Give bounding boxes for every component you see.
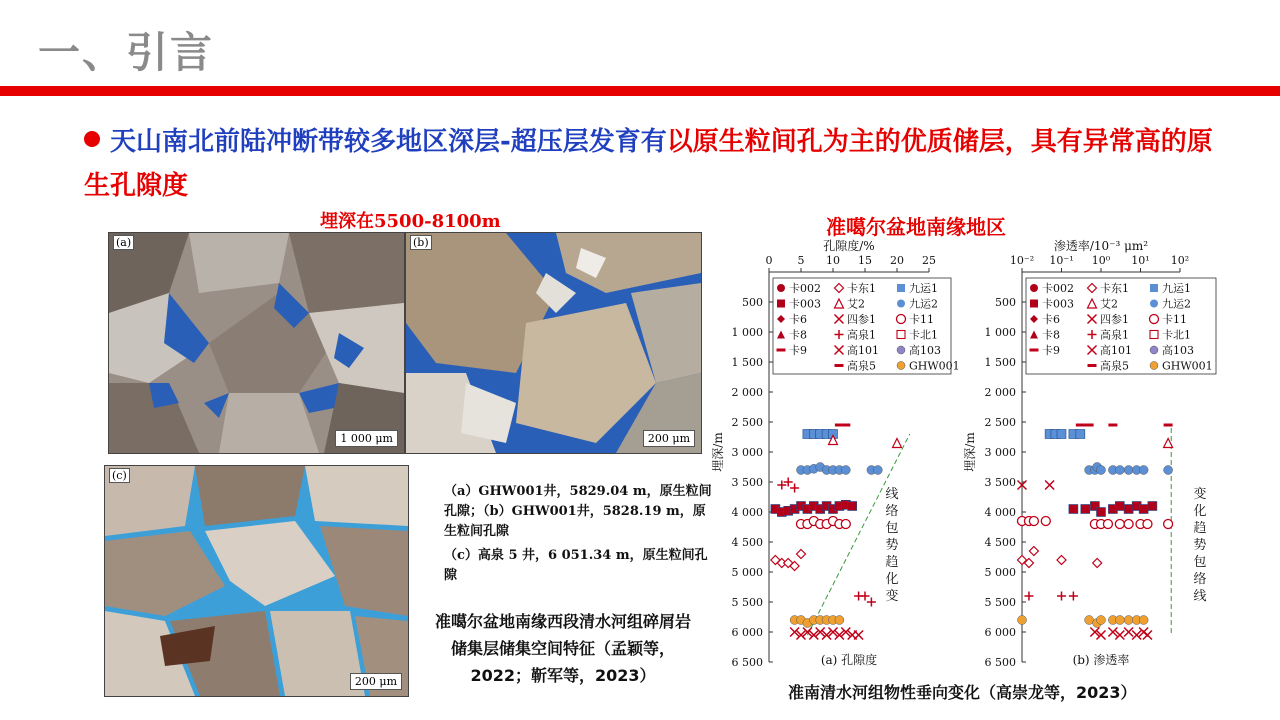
data-point [861,592,870,601]
trend-label-char: 势 [885,538,899,553]
chart-panel-title: (a) 孔隙度 [820,653,878,667]
legend-marker [1150,284,1158,292]
legend-marker [777,284,785,292]
data-point [1164,424,1173,427]
y-tick-label: 2 000 [984,386,1016,399]
series-卡003 [771,500,857,516]
y-tick-label: 4 000 [984,506,1016,519]
legend-label: 九运1 [1162,282,1191,295]
series-GHW001 [1018,616,1149,628]
data-point [1124,505,1133,514]
legend-label: 高101 [847,344,879,357]
y-tick-label: 1 500 [731,356,763,369]
legend-label: 卡8 [1042,328,1060,342]
photo-a-image [109,233,404,453]
trend-label-char: 包 [1193,555,1207,570]
y-axis-label: 埋深/m [711,432,725,472]
photo-caption-ab: （a）GHW001井，5829.04 m，原生粒间孔隙；（b）GHW001井，5828.19 m，原生粒间孔隙 [444,484,712,539]
data-point [1069,505,1078,514]
x-tick-label: 5 [797,254,805,267]
series-卡9 [1076,424,1173,427]
y-tick-label: 6 000 [984,626,1016,639]
photo-a-label: (a) [113,235,134,250]
title-divider [0,86,1280,96]
thin-section-photo-b [405,232,702,454]
legend-label: 高101 [1100,344,1132,357]
legend-label: 九运1 [909,282,938,295]
legend-marker [1150,331,1158,339]
legend-label: 卡8 [789,328,807,342]
photo-c-image [105,466,408,696]
legend-label: 卡003 [1042,297,1074,311]
trend-label-char: 包 [885,521,899,536]
x-axis-label: 渗透率/10⁻³ μm² [1053,239,1149,253]
series-艾2 [829,436,902,448]
legend-label: 四参1 [847,313,876,326]
legend-label: GHW001 [909,359,960,373]
data-point [1097,508,1106,517]
data-point [1097,466,1106,475]
data-point [1085,616,1094,625]
porosity-chart-svg [711,236,960,676]
y-tick-label: 2 000 [731,386,763,399]
photo-caption-c: （c）高泉 5 井，6 051.34 m，原生粒间孔隙 [444,548,708,583]
legend-marker [897,362,905,370]
data-point [1164,520,1173,529]
legend-marker [897,331,905,339]
y-tick-label: 4 000 [731,506,763,519]
legend-marker [1030,284,1038,292]
bullet-text-blue: 天山南北前陆冲断带较多地区深层-超压层发育有 [110,127,667,157]
data-point [854,631,863,640]
data-point [1097,616,1106,625]
photo-source-caption: 准噶尔盆地南缘西段清水河组碎屑岩储集层储集空间特征（孟颖等，2022；靳军等，2023） [434,612,691,685]
legend-label: 高泉5 [1100,359,1129,373]
data-point [841,424,850,427]
chart-legend [1026,278,1216,374]
y-tick-label: 1 000 [984,326,1016,339]
data-point [1124,466,1133,475]
legend-label: 卡11 [1162,313,1187,326]
series-九运2 [797,463,883,475]
data-point [1029,517,1038,526]
series-卡东1 [1018,547,1102,568]
data-point [1057,430,1066,439]
data-point [1139,466,1148,475]
legend-label: 卡东1 [847,282,876,295]
bullet-dot-icon [84,131,100,147]
y-tick-label: 4 500 [731,536,763,549]
legend-label: 卡002 [789,282,821,295]
legend-label: 高103 [909,344,941,357]
photo-a-scale-bar: 1 000 μm [335,430,398,447]
data-point [873,466,882,475]
legend-marker [777,349,786,352]
x-tick-label: 10⁻¹ [1049,254,1074,267]
trend-label-char: 线 [1193,589,1207,604]
data-point [1018,616,1027,625]
x-tick-label: 10⁻² [1009,254,1035,267]
slide-title: 一、引言 [38,28,215,77]
trend-label-char: 化 [1193,504,1207,519]
series-卡9 [835,424,850,427]
legend-label: 卡9 [1042,344,1060,357]
data-point [1045,481,1054,490]
legend-label: 卡9 [789,344,807,357]
series-卡东1 [771,550,806,571]
permeability-chart-svg [960,236,1222,676]
legend-marker [835,364,844,367]
legend-label: 高泉1 [847,328,876,342]
legend-marker [1150,300,1158,308]
photo-b-scale-bar: 200 μm [643,430,695,447]
x-tick-label: 10 [826,254,840,267]
region-caption: 准噶尔盆地南缘地区 [826,215,1006,239]
legend-marker [1088,364,1097,367]
legend-marker [1030,349,1039,352]
permeability-depth-chart [960,236,1222,676]
legend-label: 艾2 [1100,297,1118,311]
y-tick-label: 6 500 [984,656,1016,669]
y-tick-label: 2 500 [984,416,1016,429]
legend-label: 高泉1 [1100,328,1129,342]
data-point [1124,628,1133,637]
bullet-text-red: 以原生粒间孔为主的优质储层，具有异常高的原生孔隙度 [84,127,1213,201]
legend-label: 卡003 [789,297,821,311]
trend-label-char: 势 [1193,538,1207,553]
legend-label: 四参1 [1100,313,1129,326]
y-tick-label: 1 000 [731,326,763,339]
data-point [1029,547,1038,556]
data-point [1164,466,1173,475]
legend-label: 卡6 [789,313,807,326]
data-point [790,484,799,493]
data-point [1115,466,1124,475]
data-point [1139,616,1148,625]
legend-marker [1150,315,1159,324]
photo-b-label: (b) [410,235,432,250]
legend-marker [1150,362,1158,370]
trend-label-char: 化 [885,572,899,587]
photo-c-label: (c) [109,468,130,483]
legend-label: 卡11 [909,313,934,326]
y-tick-label: 6 500 [731,656,763,669]
data-point [841,466,850,475]
depth-caption: 埋深在5500-8100m [320,211,501,232]
data-point [1124,520,1133,529]
legend-label: 卡北1 [1162,328,1191,342]
series-高泉5 [790,628,863,640]
data-point [1041,517,1050,526]
data-point [797,550,806,559]
x-axis-label: 孔隙度/% [823,239,875,253]
legend-marker [897,315,906,324]
data-point [835,616,844,625]
legend-label: 卡002 [1042,282,1074,295]
x-tick-label: 20 [890,254,904,267]
series-卡11 [1018,517,1173,529]
y-tick-label: 500 [995,296,1016,309]
y-tick-label: 3 000 [984,446,1016,459]
y-tick-label: 2 500 [731,416,763,429]
legend-label: 高103 [1162,344,1194,357]
data-point [1081,505,1090,514]
y-tick-label: 5 500 [731,596,763,609]
data-point [1143,520,1152,529]
series-GHW001 [790,616,844,628]
data-point [1057,556,1066,565]
bullet-point [84,120,1224,208]
data-point [1093,559,1102,568]
x-tick-label: 10² [1170,254,1190,267]
data-point [848,502,857,511]
legend-marker [897,346,905,354]
legend-label: 高泉5 [847,359,876,373]
photo-b-image [406,233,701,453]
x-tick-label: 15 [858,254,872,267]
series-高泉1 [1024,592,1077,601]
y-tick-label: 500 [742,296,763,309]
trend-label-char: 线 [885,487,899,502]
data-point [1076,430,1085,439]
y-tick-label: 6 000 [731,626,763,639]
porosity-depth-chart [711,236,960,676]
y-tick-label: 5 500 [984,596,1016,609]
data-point [893,439,902,448]
legend-label: 卡北1 [909,328,938,342]
data-point [1115,616,1124,625]
thin-section-photo-a [108,232,405,454]
series-九运1 [1045,430,1085,439]
y-tick-label: 5 000 [984,566,1016,579]
legend-marker [1030,300,1038,308]
data-point [1148,502,1157,511]
chart-panel-title: (b) 渗透率 [1072,653,1130,667]
series-卡003 [1069,502,1157,517]
data-point [1124,616,1133,625]
data-point [1076,424,1085,427]
trend-label-char: 趋 [885,555,899,570]
series-高泉1 [777,478,876,607]
y-tick-label: 5 000 [731,566,763,579]
y-tick-label: 4 500 [984,536,1016,549]
legend-marker [777,300,785,308]
data-point [1108,424,1117,427]
data-point [867,598,876,607]
x-tick-label: 0 [765,254,773,267]
legend-label: GHW001 [1162,359,1213,373]
data-point [1085,424,1094,427]
x-tick-label: 10¹ [1131,254,1150,267]
x-tick-label: 25 [922,254,936,267]
trend-label-char: 变 [1193,487,1207,502]
trend-label-char: 络 [885,504,899,519]
data-point [1115,502,1124,511]
y-tick-label: 1 500 [984,356,1016,369]
data-point [1057,592,1066,601]
legend-marker [897,300,905,308]
data-point [841,520,850,529]
thin-section-photo-c [104,465,409,697]
data-point [1143,631,1152,640]
y-tick-label: 3 500 [731,476,763,489]
legend-marker [897,284,905,292]
data-point [1103,520,1112,529]
data-point [1139,505,1148,514]
photo-c-scale-bar: 200 μm [350,673,402,690]
photo-caption [444,482,714,586]
legend-marker [1150,346,1158,354]
data-point [1024,592,1033,601]
legend-label: 卡6 [1042,313,1060,326]
data-point [1115,520,1124,529]
legend-label: 卡东1 [1100,282,1129,295]
y-tick-label: 3 000 [731,446,763,459]
series-九运2 [1085,463,1173,475]
trend-label-char: 变 [885,589,899,604]
x-tick-label: 10⁰ [1091,254,1111,267]
legend-label: 九运2 [1162,297,1191,311]
chart-legend [773,278,960,374]
trend-label-char: 络 [1193,572,1207,587]
y-axis-label: 埋深/m [963,432,977,472]
series-卡11 [797,517,851,529]
trend-label-char: 趋 [1193,521,1207,536]
y-tick-label: 3 500 [984,476,1016,489]
chart-source-caption: 准南清水河组物性垂向变化（高崇龙等，2023） [788,683,1137,702]
legend-label: 艾2 [847,297,865,311]
legend-label: 九运2 [909,297,938,311]
data-point [1069,592,1078,601]
